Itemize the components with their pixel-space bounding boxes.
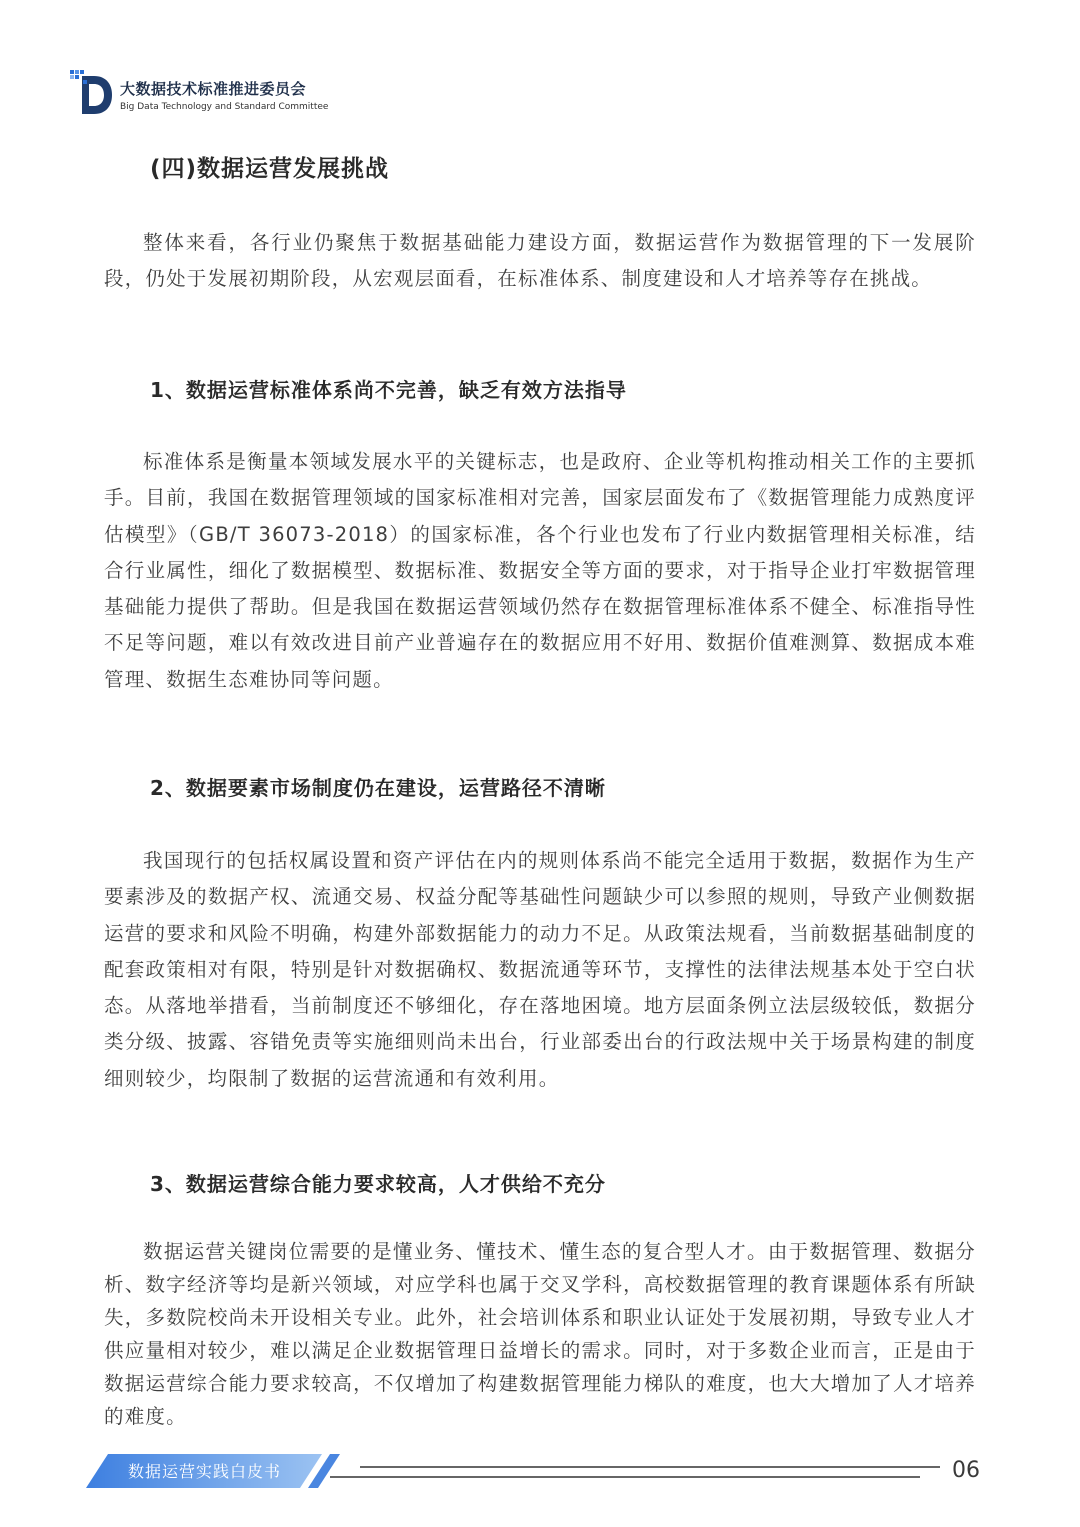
footer-document-title: 数据运营实践白皮书 [128,1462,282,1481]
logo-letter: D [96,100,97,101]
subsection-title-3: 3、数据运营综合能力要求较高，人才供给不充分 [150,1172,606,1196]
subsection-body-2: 我国现行的包括权属设置和资产评估在内的规则体系尚不能完全适用于数据，数据作为生产要素涉及的数据产权、流通交易、权益分配等基础性问题缺少可以参照的规则，导致产业侧数据运营的要求和风险不明确，构建外部数据能力的动力不足。从政策法规看，当前数据基础制度的配套政策相对有限，特别是针对数据确权、数据流通等环节，支撑性的法律法规基本处于空白状态。从落地举措看，当前制度还不够细化，存在落地困境。地方层面条例立法层级较低，数据分类分级、披露、容错免责等实施细则尚未出台，行业部委出台的行政法规中关于场景构建的制度细则较少，均限制了数据的运营流通和有效利用。 [104,849,976,1090]
organization-name [120,78,328,112]
subsection-title-1: 1、数据运营标准体系尚不完善，缺乏有效方法指导 [150,378,627,402]
subsection-title-2: 2、数据要素市场制度仍在建设，运营路径不清晰 [150,776,606,800]
org-name-en: Big Data Technology and Standard Committee [120,102,329,112]
subsection-body-1: 标准体系是衡量本领域发展水平的关键标志，也是政府、企业等机构推动相关工作的主要抓手。目前，我国在数据管理领域的国家标准相对完善，国家层面发布了《数据管理能力成熟度评估模型》（GB/T 36073-2018）的国家标准，各个行业也发布了行业内数据管理相关标准，结合行业属性，细化了数据模型、数据标准、数据安全等方面的要求，对于指导企业打牢数据管理基础能力提供了帮助。但是我国在数据运营领域仍然存在数据管理标准体系不健全、标准指导性不足等问题，难以有效改进目前产业普遍存在的数据应用不好用、数据价值难测算、数据成本难管理、数据生态难协同等问题。 [104,450,976,691]
org-name-cn: 大数据技术标准推进委员会 [120,80,307,98]
page-number: 06 [952,1458,980,1483]
section-title: (四)数据运营发展挑战 [150,156,390,182]
bdsc-logo-icon [70,68,114,116]
subsection-body-3: 数据运营关键岗位需要的是懂业务、懂技术、懂生态的复合型人才。由于数据管理、数据分析、数字经济等均是新兴领域，对应学科也属于交叉学科，高校数据管理的教育课题体系有所缺失，多数院校尚未开设相关专业。此外，社会培训体系和职业认证处于发展初期，导致专业人才供应量相对较少，难以满足企业数据管理日益增长的需求。同时，对于多数企业而言，正是由于数据运营综合能力要求较高，不仅增加了构建数据管理能力梯队的难度，也大大增加了人才培养的难度。 [104,1240,976,1428]
intro-paragraph: 整体来看，各行业仍聚焦于数据基础能力建设方面，数据运营作为数据管理的下一发展阶段，仍处于发展初期阶段，从宏观层面看，在标准体系、制度建设和人才培养等存在挑战。 [104,231,976,291]
